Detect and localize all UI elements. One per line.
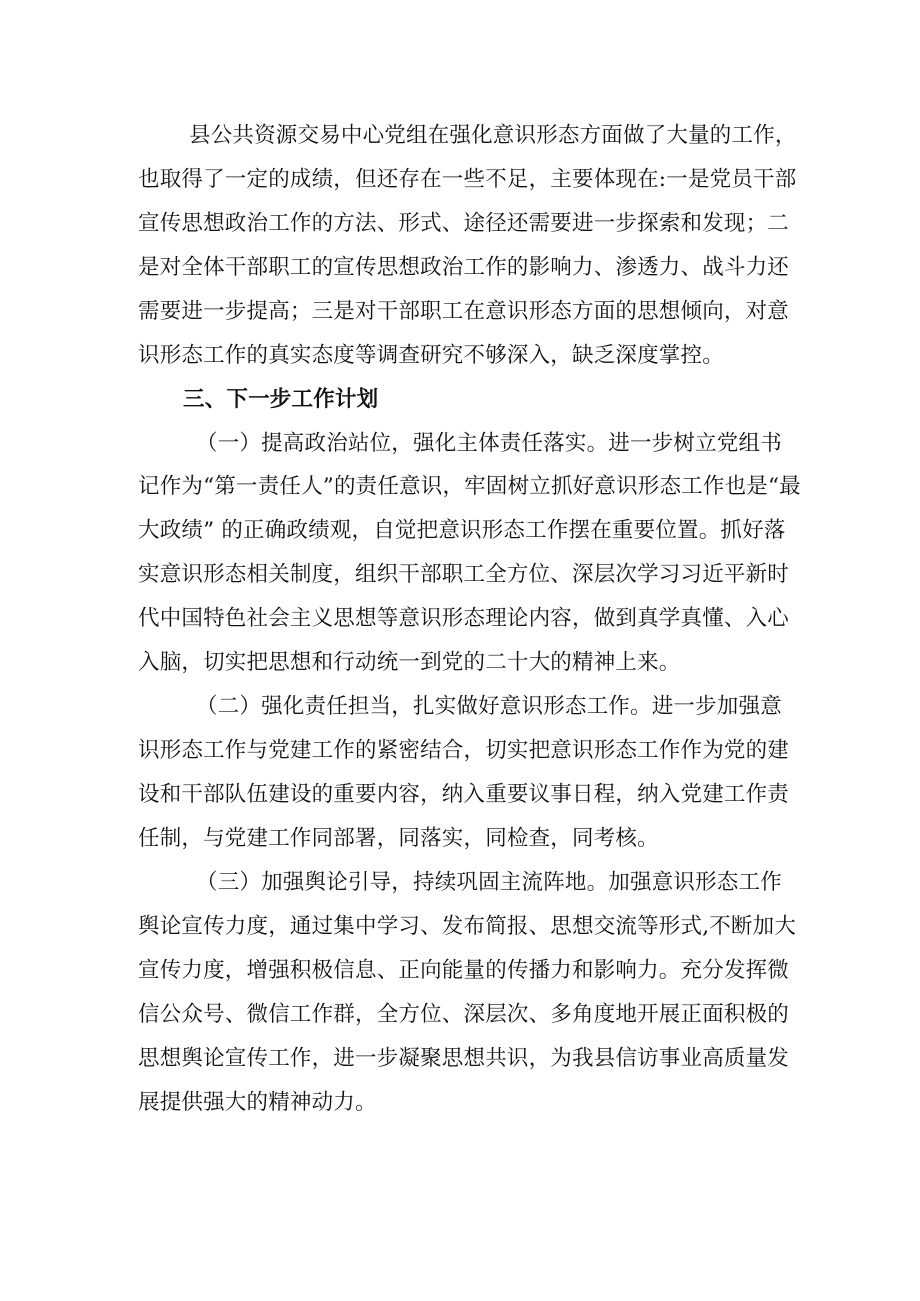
plan-2-line-3: 设和干部队伍建设的重要内容，纳入重要议事日程，纳入党建工作责: [138, 782, 790, 807]
plan-1-line-2: 记作为“第一责任人”的责任意识，牢固树立抓好意识形态工作也是“最: [138, 474, 801, 499]
summary-line-3: 宣传思想政治工作的方法、形式、途径还需要进一步探索和发现；二: [138, 211, 790, 236]
plan-1-line-4: 实意识形态相关制度，组织干部职工全方位、深层次学习习近平新时: [138, 562, 790, 587]
section-heading: 三、下一步工作计划: [183, 387, 379, 412]
summary-line-2: 也取得了一定的成绩，但还存在一些不足，主要体现在:一是党员干部: [138, 167, 797, 192]
plan-3-line-3: 宣传力度，增强积极信息、正向能量的传播力和影响力。充分发挥微: [138, 958, 790, 983]
plan-2-line-2: 识形态工作与党建工作的紧密结合，切实把意识形态工作作为党的建: [138, 738, 790, 763]
summary-line-6: 识形态工作的真实态度等调查研究不够深入，缺乏深度掌控。: [138, 343, 724, 368]
plan-2-line-1: （二）强化责任担当，扎实做好意识形态工作。进一步加强意: [196, 694, 782, 719]
plan-2-line-4: 任制，与党建工作同部署，同落实，同检查，同考核。: [138, 826, 659, 851]
plan-1-line-3: 大政绩” 的正确政绩观，自觉把意识形态工作摆在重要位置。抓好落: [138, 518, 786, 543]
plan-1-line-1: （一）提高政治站位，强化主体责任落实。进一步树立党组书: [196, 431, 782, 456]
plan-3-line-5: 思想舆论宣传工作，进一步凝聚思想共识，为我县信访事业高质量发: [138, 1046, 790, 1071]
plan-1-line-6: 入脑，切实把思想和行动统一到党的二十大的精神上来。: [138, 650, 681, 675]
summary-line-4: 是对全体干部职工的宣传思想政治工作的影响力、渗透力、战斗力还: [138, 255, 790, 280]
plan-3-line-4: 信公众号、微信工作群，全方位、深层次、多角度地开展正面积极的: [138, 1002, 790, 1027]
plan-3-line-6: 展提供强大的精神动力。: [138, 1090, 377, 1115]
summary-line-1: 县公共资源交易中心党组在强化意识形态方面做了大量的工作，: [189, 123, 797, 148]
plan-3-line-1: （三）加强舆论引导，持续巩固主流阵地。加强意识形态工作: [196, 870, 782, 895]
plan-3-line-2: 舆论宣传力度，通过集中学习、发布简报、思想交流等形式,不断加大: [138, 914, 797, 939]
plan-1-line-5: 代中国特色社会主义思想等意识形态理论内容，做到真学真懂、入心: [138, 606, 790, 631]
summary-line-5: 需要进一步提高；三是对干部职工在意识形态方面的思想倾向，对意: [138, 299, 790, 324]
